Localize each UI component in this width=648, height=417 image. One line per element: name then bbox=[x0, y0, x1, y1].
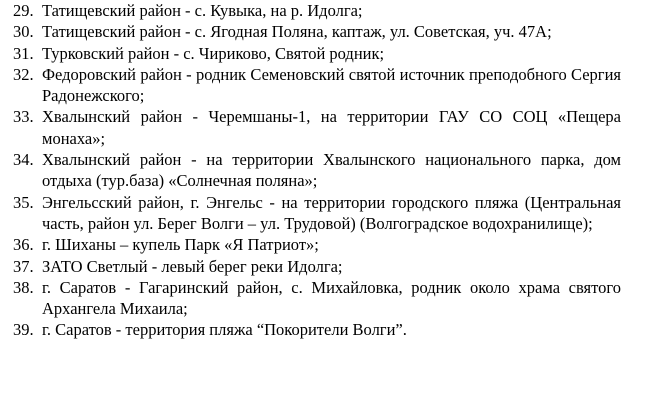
list-item bbox=[0, 0, 648, 21]
list-item bbox=[0, 43, 648, 64]
list-item-text: Энгельсский район, г. Энгельс - на территории городского пляжа (Центральная часть, район ул. Берег Волги – ул. Трудовой) (Волгоградское водохранилище); bbox=[42, 192, 621, 233]
list-item bbox=[0, 277, 648, 320]
list-item-number: 34. bbox=[13, 150, 34, 170]
list-item-text: г. Саратов - территория пляжа “Покорители Волги”. bbox=[42, 320, 407, 340]
list-item-text: г. Саратов - Гагаринский район, с. Михайловка, родник около храма святого Архангела Михаила; bbox=[42, 277, 621, 319]
list-item bbox=[0, 106, 648, 149]
list-item bbox=[0, 21, 648, 42]
list-item-number: 30. bbox=[13, 22, 34, 42]
list-item bbox=[0, 234, 648, 255]
list-item bbox=[0, 192, 648, 235]
list-item-text: Татищевский район - с. Кувыка, на р. Идолга; bbox=[42, 1, 363, 20]
list-item bbox=[0, 149, 648, 192]
list-item-number: 35. bbox=[13, 192, 34, 212]
list-item-text: ЗАТО Светлый - левый берег реки Идолга; bbox=[42, 256, 343, 276]
list-item-text: г. Шиханы – купель Парк «Я Патриот»; bbox=[42, 235, 319, 255]
list-item bbox=[0, 256, 648, 277]
list-item-text: Федоровский район - родник Семеновский святой источник преподобного Сергия Радонежского; bbox=[42, 64, 621, 106]
list-item-number: 38. bbox=[13, 277, 34, 297]
list-item-number: 39. bbox=[13, 320, 34, 340]
list-item-number: 33. bbox=[13, 107, 34, 127]
list-item-text: Татищевский район - с. Ягодная Поляна, каптаж, ул. Советская, уч. 47А; bbox=[42, 22, 552, 42]
list-item-number: 32. bbox=[13, 64, 34, 84]
list-item-number: 29. bbox=[13, 1, 34, 20]
list-item-number: 31. bbox=[13, 43, 34, 63]
list-item-text: Турковский район - с. Чириково, Святой родник; bbox=[42, 43, 385, 63]
list-item-text: Хвалынский район - Черемшаны-1, на территории ГАУ СО СОЦ «Пещера монаха»; bbox=[42, 107, 621, 148]
list-item-text: Хвалынский район - на территории Хвалынского национального парка, дом отдыха (тур.база) «Солнечная поляна»; bbox=[42, 150, 621, 191]
list-item-number: 37. bbox=[13, 256, 34, 276]
list-item bbox=[0, 64, 648, 107]
list-item-number: 36. bbox=[13, 235, 34, 255]
list-item bbox=[0, 319, 648, 340]
